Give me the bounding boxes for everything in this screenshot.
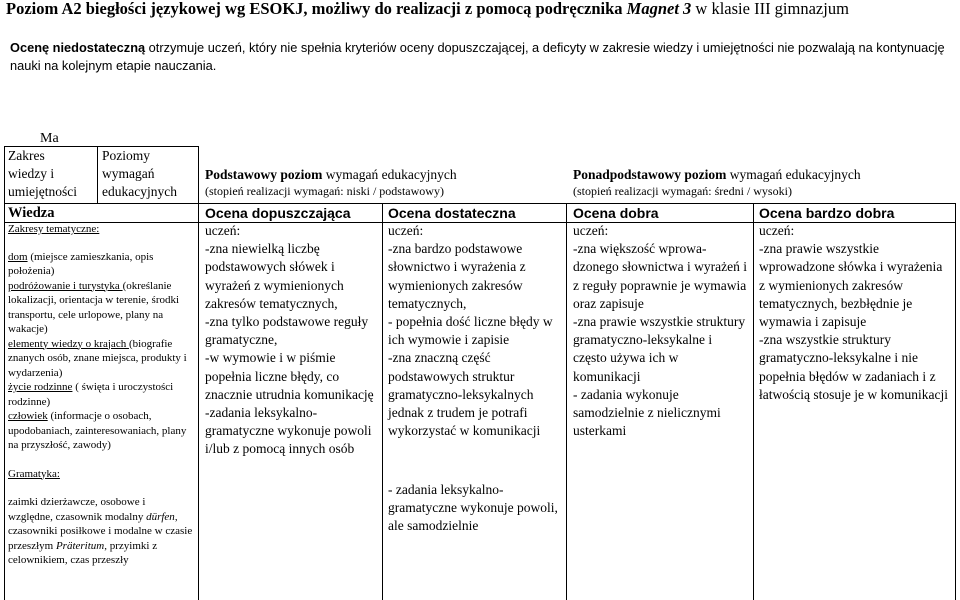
topic-desc: (informacje o osobach, upodobaniach, zainteresowaniach, plany na przyszłość, zawody) <box>8 410 187 451</box>
topic-desc: (biografie znanych osób, znane miejsca, produkty i wydarzenia) <box>8 337 187 379</box>
grade-bardzo-dobra: Ocena bardzo dobra <box>759 205 895 221</box>
basic-level-header <box>205 166 457 200</box>
grade-dobra: Ocena dobra <box>573 205 659 221</box>
ma-label: Ma <box>40 131 59 146</box>
title-text: Poziom A2 biegłości językowej wg ESOKJ, możliwy do realizacji z pomocą podręcznika <box>6 0 627 18</box>
grammar-text: , przyimki z celownikiem, czas przeszły <box>8 539 158 566</box>
topic-desc: ( święta i uroczystości rodzinne) <box>8 381 174 408</box>
grammar-heading: Gramatyka: <box>8 467 60 480</box>
table-right-border <box>955 203 956 600</box>
topic-zycie <box>8 380 193 409</box>
col-divider-1 <box>198 146 199 600</box>
poziomy-line: edukacyjnych <box>102 184 177 199</box>
grammar-text: , czasowniki posiłkowe i modalne w czasie przeszłym <box>8 510 193 552</box>
scope-column <box>8 222 193 568</box>
grade-dopuszczajaca: Ocena dopuszczająca <box>205 205 351 221</box>
grade-dostateczna: Ocena dostateczna <box>388 205 516 221</box>
header-divider <box>4 203 956 204</box>
grammar-term: Präteritum <box>55 539 105 552</box>
topic-elementy <box>8 337 193 381</box>
grammar-term: dürfen <box>146 510 175 523</box>
advanced-level-title: Ponadpodstawowy poziom <box>573 167 727 182</box>
bardzo-dobra-criteria: uczeń: -zna prawie wszystkie wprowadzone słówka i wyrażenia z wymienionych zakresów tematycznych, bezbłędnie je wymawia i zapisuje -zna wszystkie struktury gramatyczno-leksykalne i nie popełnia błędów w zadaniach i z łatwością stosuje je w komunikacji <box>759 223 948 402</box>
title-book-name: Magnet 3 <box>626 0 692 18</box>
dostateczna-criteria: uczeń: -zna bardzo podstawowe słownictwo i wyrażenia z wymienionych zakresów tematycznych, - popełnia dość liczne błędy w ich wymowie i zapisie -zna znaczną część podstawowych struktur gramatyczno-leksykalnych jednak z trudem je potrafi wykorzystać w komunikacji <box>388 223 553 439</box>
topic-czlowiek <box>8 409 193 453</box>
title-suffix: w klasie III gimnazjum <box>691 0 849 18</box>
topic-desc: (miejsce zamieszkania, opis położenia) <box>8 250 154 277</box>
dobra-criteria: uczeń: -zna większość wprowa-dzonego słownictwa i wyrażeń i z reguły poprawnie je wymawia oraz zapisuje -zna prawie wszystkie struktury gramatyczno-leksykalne i często używa ich w komunikacji - zadania wykonuje samodzielnie z nielicznymi usterkami <box>573 223 747 439</box>
topic-title: podróżowanie i turystyka <box>8 279 123 292</box>
advanced-level-header <box>573 166 861 200</box>
col-divider-2 <box>382 203 383 600</box>
grammar-desc <box>8 495 193 568</box>
poziomy-line: wymagań <box>102 166 155 181</box>
basic-level-rest: wymagań edukacyjnych <box>322 167 457 182</box>
zakres-line: wiedzy i <box>8 166 55 181</box>
intro-text: otrzymuje uczeń, który nie spełnia kryteriów oceny dopuszczającej, a deficyty w zakresie wiedzy i umiejętności nie pozwalają na kontynuację nauki na kolejnym etapie nauczania. <box>10 40 945 73</box>
zakres-line: umiejętności <box>8 184 77 199</box>
wiedza-label: Wiedza <box>8 205 55 221</box>
zakres-header <box>8 147 77 201</box>
topics-heading: Zakresy tematyczne: <box>8 223 100 235</box>
table-left-border <box>4 146 5 600</box>
topic-podroz <box>8 279 193 337</box>
topic-dom <box>8 250 193 279</box>
page-title <box>6 0 849 19</box>
poziomy-header <box>102 147 177 201</box>
col-divider-3 <box>566 203 567 600</box>
basic-level-subtitle: (stopień realizacji wymagań: niski / podstawowy) <box>205 184 444 198</box>
dopuszczajaca-criteria: uczeń: -zna niewielką liczbę podstawowych słówek i wyrażeń z wymienionych zakresów tematycznych, -zna tylko podstawowe reguły gramatyczne, -w wymowie i w piśmie popełnia liczne błędy, co znacznie utrudnia komunikację -zadania leksykalno-gramatyczne wykonuje powoli i/lub z pomocą innych osób <box>205 223 374 457</box>
topic-title: dom <box>8 250 28 263</box>
intro-bold-term: Ocenę niedostateczną <box>10 40 146 55</box>
grammar-text: zaimki dzierżawcze, osobowe i względne, czasownik modalny <box>8 496 147 523</box>
intro-paragraph <box>10 39 955 75</box>
topic-title: życie rodzinne <box>8 381 73 393</box>
advanced-level-subtitle: (stopień realizacji wymagań: średni / wysoki) <box>573 184 792 198</box>
topic-title: elementy wiedzy o krajach <box>8 337 129 350</box>
header-split-line <box>97 146 98 203</box>
basic-level-title: Podstawowy poziom <box>205 167 323 182</box>
advanced-level-rest: wymagań edukacyjnych <box>726 167 861 182</box>
poziomy-line: Poziomy <box>102 148 151 163</box>
topic-desc: (określanie lokalizacji, orientacja w terenie, środki transportu, cele urlopowe, plany na wakacje) <box>8 279 180 335</box>
topic-title: człowiek <box>8 410 48 422</box>
dostateczna-criteria-extra: - zadania leksykalno-gramatyczne wykonuje powoli, ale samodzielnie <box>388 482 558 534</box>
zakres-line: Zakres <box>8 148 45 163</box>
col-divider-4 <box>753 203 754 600</box>
